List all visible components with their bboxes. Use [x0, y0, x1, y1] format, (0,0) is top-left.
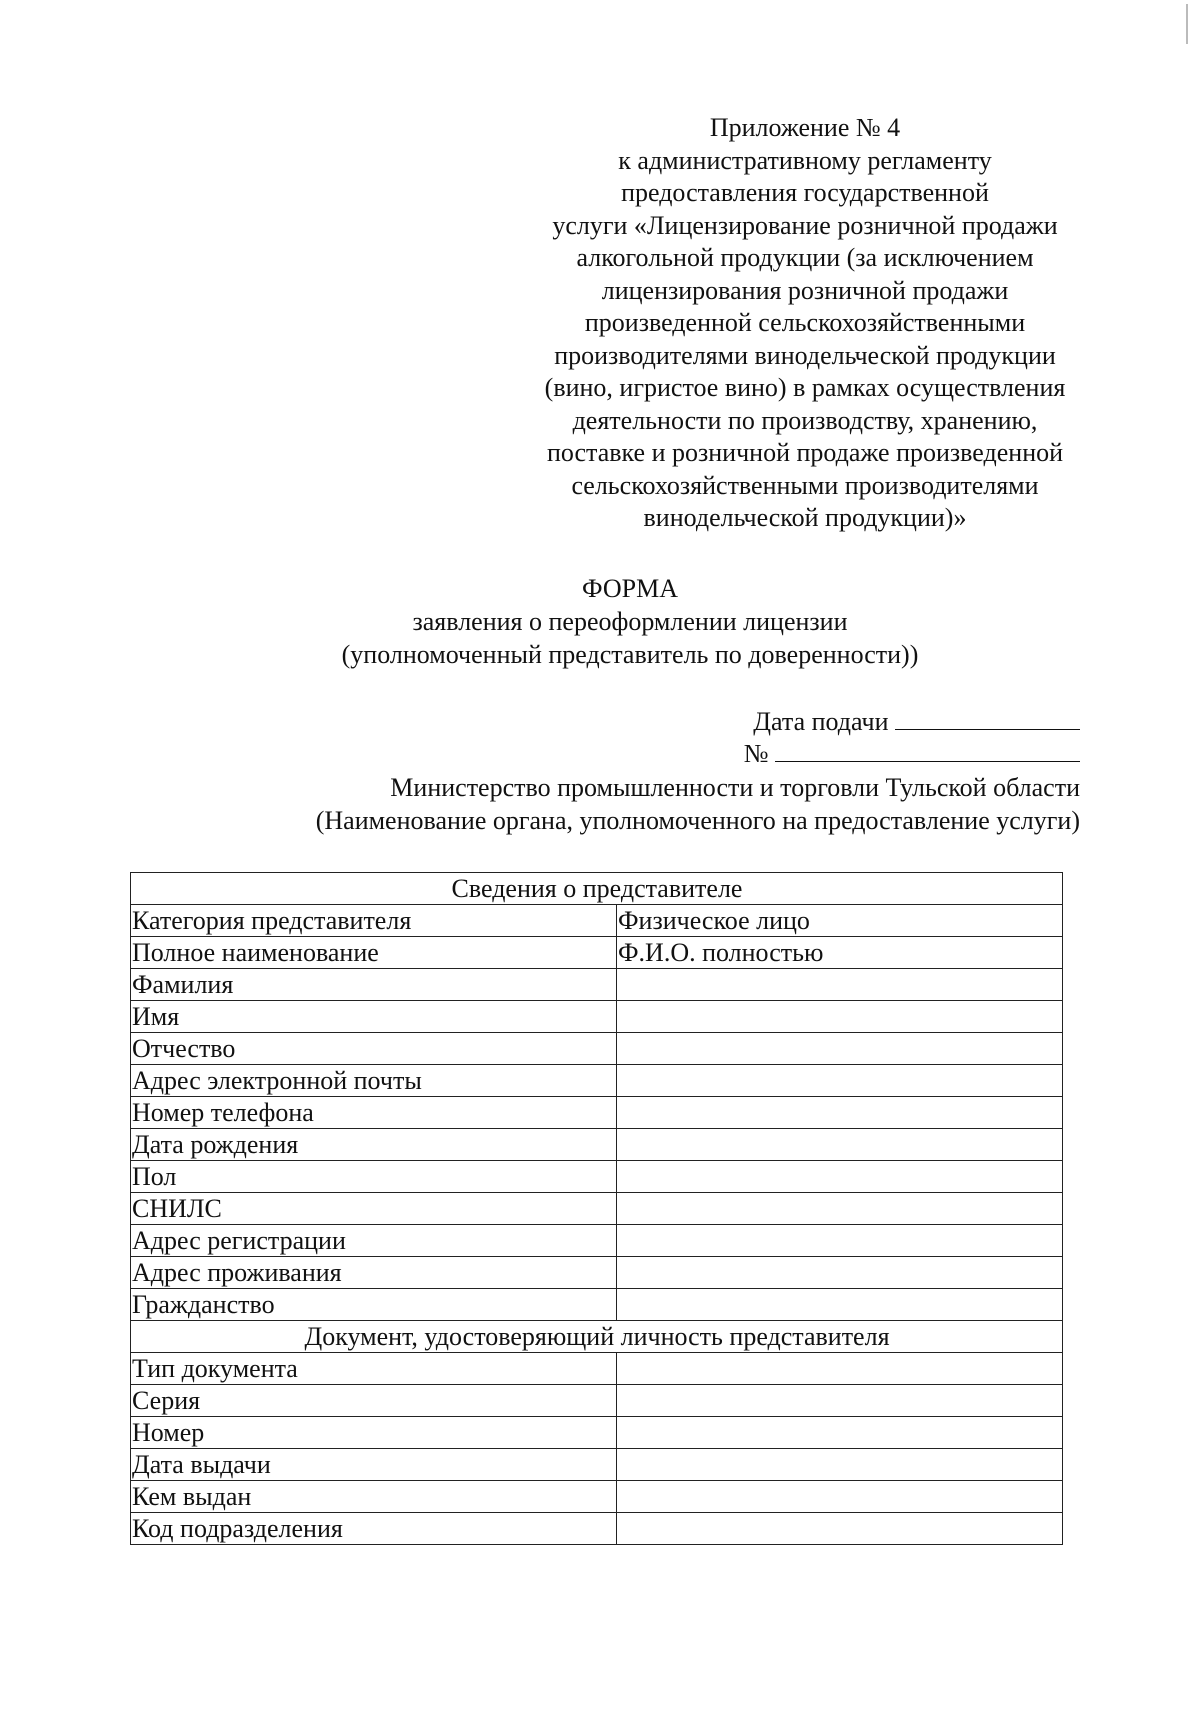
table-row — [131, 1033, 1063, 1065]
appendix-line: лицензирования розничной продажи — [601, 275, 1009, 305]
row-value[interactable] — [617, 1353, 1063, 1385]
row-value[interactable] — [617, 1417, 1063, 1449]
appendix-line: сельскохозяйственными производителями — [571, 470, 1039, 500]
row-label: Код подразделения — [131, 1513, 617, 1545]
row-label: Дата выдачи — [131, 1449, 617, 1481]
row-value[interactable] — [617, 1033, 1063, 1065]
appendix-line: (вино, игристое вино) в рамках осуществления — [544, 373, 1066, 402]
table-row — [131, 969, 1063, 1001]
appendix-line: предоставления государственной — [621, 178, 989, 207]
table-row — [131, 1161, 1063, 1193]
table-row — [131, 1065, 1063, 1097]
row-value[interactable] — [617, 1129, 1063, 1161]
row-value[interactable] — [617, 1097, 1063, 1129]
row-label: Категория представителя — [131, 905, 617, 937]
table-row — [131, 1513, 1063, 1545]
row-label: Пол — [131, 1161, 617, 1193]
table-section-row — [131, 1321, 1063, 1353]
appendix-line: винодельческой продукции)» — [643, 503, 967, 532]
section-header-representative: Сведения о представителе — [131, 873, 1063, 905]
table-row — [131, 937, 1063, 969]
submission-number-line — [744, 738, 1080, 770]
appendix-line: произведенной сельскохозяйственными — [584, 308, 1026, 337]
row-value[interactable] — [617, 1513, 1063, 1545]
table-row — [131, 1289, 1063, 1321]
submission-number-label: № — [743, 739, 769, 768]
submission-date-field[interactable] — [895, 707, 1080, 730]
row-value[interactable] — [617, 1481, 1063, 1513]
row-value[interactable] — [617, 1257, 1063, 1289]
table-row — [131, 1417, 1063, 1449]
appendix-line: поставке и розничной продаже произведенной — [546, 438, 1064, 467]
row-value[interactable] — [617, 1193, 1063, 1225]
table-row — [131, 905, 1063, 937]
table-row — [131, 1001, 1063, 1033]
row-label: Фамилия — [131, 969, 617, 1001]
appendix-line: алкогольной продукции (за исключением — [576, 243, 1034, 272]
row-label: Номер телефона — [131, 1097, 617, 1129]
row-value[interactable] — [617, 1065, 1063, 1097]
appendix-line: услуги «Лицензирование розничной продажи — [552, 210, 1058, 240]
appendix-line: Приложение № 4 — [709, 113, 901, 142]
row-label: Гражданство — [131, 1289, 617, 1321]
table-row — [131, 1385, 1063, 1417]
table-row — [131, 1449, 1063, 1481]
row-label: Адрес проживания — [131, 1257, 617, 1289]
authority-name: Министерство промышленности и торговли Тульской области — [390, 773, 1080, 802]
table-row — [131, 1353, 1063, 1385]
row-value[interactable] — [617, 1161, 1063, 1193]
row-label: Серия — [131, 1385, 617, 1417]
submission-date-line — [753, 706, 1080, 738]
row-label: Отчество — [131, 1033, 617, 1065]
row-label: СНИЛС — [131, 1193, 617, 1225]
row-label: Полное наименование — [131, 937, 617, 969]
row-value[interactable] — [617, 1225, 1063, 1257]
row-label: Имя — [131, 1001, 617, 1033]
table-row — [131, 1129, 1063, 1161]
row-value[interactable] — [617, 1289, 1063, 1321]
section-header-identity-document: Документ, удостоверяющий личность представителя — [131, 1321, 1063, 1353]
row-value[interactable] — [617, 1449, 1063, 1481]
table-row — [131, 1257, 1063, 1289]
form-title-block — [210, 572, 1050, 671]
row-label: Дата рождения — [131, 1129, 617, 1161]
row-label: Номер — [131, 1417, 617, 1449]
appendix-line: деятельности по производству, хранению, — [572, 405, 1038, 435]
form-subtitle: заявления о переоформлении лицензии — [412, 607, 848, 636]
appendix-line: производителями винодельческой продукции — [554, 340, 1056, 370]
row-label: Адрес регистрации — [131, 1225, 617, 1257]
row-value[interactable]: Ф.И.О. полностью — [617, 937, 1063, 969]
representative-table — [130, 872, 1063, 1545]
table-row — [131, 1097, 1063, 1129]
authority-caption: (Наименование органа, уполномоченного на предоставление услуги) — [315, 806, 1080, 835]
table-row — [131, 1193, 1063, 1225]
row-value[interactable] — [617, 1001, 1063, 1033]
row-label: Адрес электронной почты — [131, 1065, 617, 1097]
row-label: Тип документа — [131, 1353, 617, 1385]
row-value[interactable]: Физическое лицо — [617, 905, 1063, 937]
row-value[interactable] — [617, 1385, 1063, 1417]
table-section-row — [131, 873, 1063, 905]
table-row — [131, 1225, 1063, 1257]
appendix-line: к административному регламенту — [618, 145, 992, 175]
appendix-header — [525, 112, 1085, 535]
submission-date-label: Дата подачи — [753, 707, 889, 736]
scan-edge-mark — [1186, 4, 1188, 44]
submission-number-field[interactable] — [775, 739, 1080, 762]
table-row — [131, 1481, 1063, 1513]
form-subtitle-representative: (уполномоченный представитель по доверенности)) — [341, 640, 919, 669]
row-value[interactable] — [617, 969, 1063, 1001]
form-heading: ФОРМА — [582, 574, 678, 603]
row-label: Кем выдан — [131, 1481, 617, 1513]
